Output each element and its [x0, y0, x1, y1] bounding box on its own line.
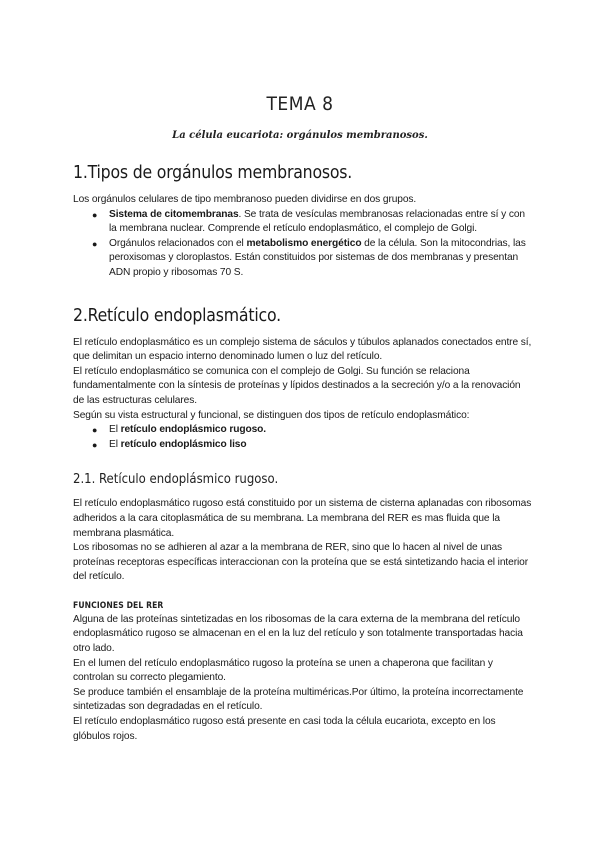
functions-paragraph: El retículo endoplasmático rugoso está presente en casi toda la célula eucariota, excepto en los glóbulos rojos.: [73, 716, 496, 742]
section2-list: [73, 423, 533, 452]
section1-intro: Los orgánulos celulares de tipo membranoso pueden dividirse en dos grupos.: [73, 194, 417, 205]
section-heading-tipos: 1.Tipos de orgánulos membranosos.: [73, 163, 353, 183]
functions-paragraph: Se produce también el ensamblaje de la proteína multiméricas.Por último, la proteína incorrectamente sintetizadas son degradadas en el retículo.: [73, 686, 524, 713]
functions-paragraph: Alguna de las proteínas sintetizadas en los ribosomas de la cara externa de la membrana del retículo endoplasmático rugoso se almacenan en el en la luz del retículo y son totalmente transportadas hacia otro lado.: [73, 613, 523, 655]
list-item: ● Orgánulos relacionados con el metabolismo energético de la célula. Son la mitocondrias, las peroxisomas y cloroplastos. Están constituidos por sistemas de dos membranas y presentan ADN propio y ribosomas 70 S.: [92, 237, 526, 278]
bullet-icon: ●: [92, 425, 98, 436]
functions-heading: FUNCIONES DEL RER: [73, 600, 164, 611]
list-item: ● El retículo endoplásmico rugoso.: [109, 423, 533, 438]
section1-list: [73, 208, 533, 281]
document-subtitle: La célula eucariota: orgánulos membranosos.: [172, 130, 428, 141]
functions-paragraph: En el lumen del retículo endoplasmático rugoso la proteína se unen a chaperona que facilitan y controlan su correcto plegamiento.: [73, 657, 493, 684]
section2-paragraph: Según su vista estructural y funcional, se distinguen dos tipos de retículo endoplasmático:: [73, 409, 470, 421]
section-heading-reticulo: 2.Retículo endoplasmático.: [73, 305, 281, 326]
section21-paragraph: Los ribosomas no se adhieren al azar a la membrana de RER, sino que lo hacen al nivel de unas proteínas receptoras específicas interaccionan con la proteína que se está sintetizando hacia el interior del retículo.: [73, 542, 529, 583]
section-heading-rugoso: 2.1. Retículo endoplásmico rugoso.: [73, 472, 279, 488]
bullet-icon: ●: [92, 238, 98, 249]
section2-paragraph: El retículo endoplasmático es un complejo sistema de sáculos y túbulos aplanados conectados entre sí, que delimitan un espacio interno denominado lumen o luz del retículo.: [73, 336, 532, 363]
bullet-icon: ●: [92, 439, 98, 450]
bullet-icon: ●: [92, 209, 98, 220]
section21-paragraph: El retículo endoplasmático rugoso está constituido por un sistema de cisterna aplanadas con ribosomas adheridos a la cara citoplasmática de su membrana. La membrana del RER es mas fluida que la membrana plasmática.: [73, 498, 532, 539]
list-item: ● El retículo endoplásmico liso: [109, 438, 533, 453]
document-body: [73, 163, 533, 744]
section2-paragraph: El retículo endoplasmático se comunica con el complejo de Golgi. Su función se relaciona fundamentalmente con la síntesis de proteínas y lípidos destinados a la secreción y/o a la renovación de las estructuras celulares.: [73, 365, 521, 406]
document-title: TEMA 8: [266, 93, 334, 115]
list-item: ● Sistema de citomembranas. Se trata de vesículas membranosas relacionadas entre sí y con la membrana nuclear. Comprende el retículo endoplasmático, el complejo de Golgi.: [92, 208, 525, 235]
